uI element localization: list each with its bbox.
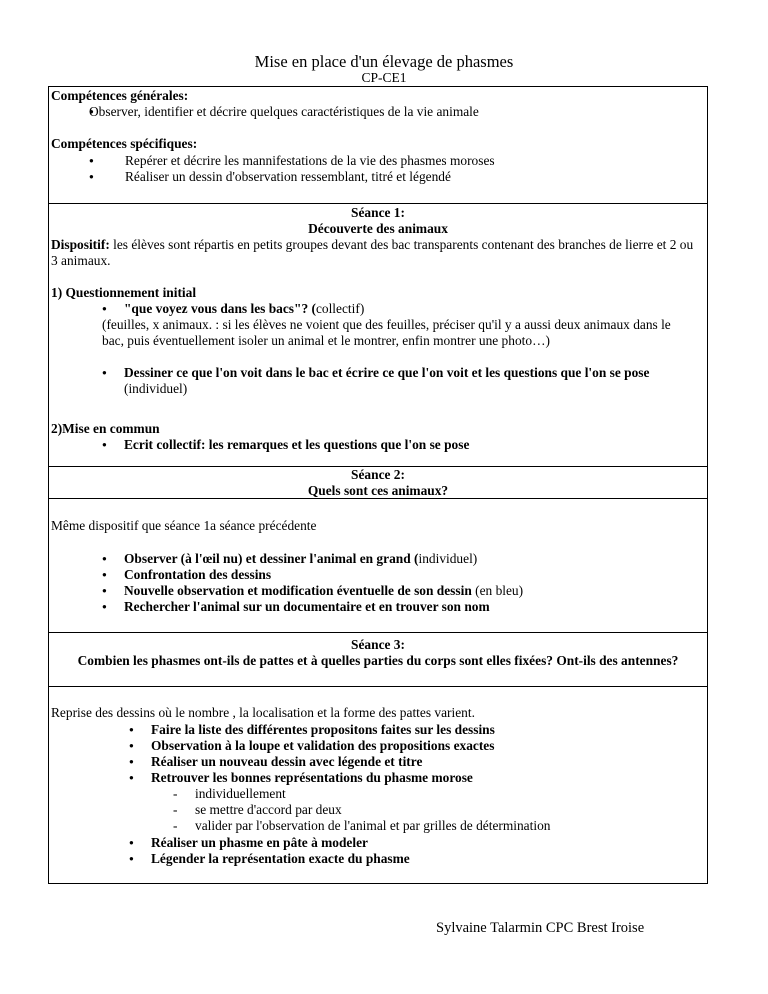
seance3-number: Séance 3:	[351, 637, 405, 652]
footer-author: Sylvaine Talarmin CPC Brest Iroise	[436, 920, 645, 936]
competences-section	[48, 86, 708, 203]
bullet-icon: ●	[102, 586, 107, 595]
bullet-icon: ●	[102, 570, 107, 579]
q1-bold: "que voyez vous dans les bacs"? (	[124, 301, 316, 316]
document-title: Mise en place d'un élevage de phasmes	[254, 52, 514, 71]
competences-specifiques-list	[89, 153, 699, 185]
seance3-title: Combien les phasmes ont-ils de pattes et à quelles parties du corps sont elles fixées? Ont-ils des antennes?	[77, 653, 679, 668]
seance1-q1-note: (feuilles, x animaux. : si les élèves ne voient que des feuilles, préciser qu'il y a aussi deux animaux dans le bac, puis éventuellement isoler un animal et le montrer, enfin montrer une photo…)	[102, 317, 671, 348]
competences-generales-title: Compétences générales:	[51, 88, 189, 103]
seance1-dispositif	[51, 237, 703, 269]
bullet-icon: ●	[129, 773, 134, 782]
seance3-list-b	[129, 835, 689, 867]
seance1-number: Séance 1:	[351, 205, 405, 220]
list-item	[195, 802, 695, 818]
q2-normal: (individuel)	[124, 381, 188, 396]
bullet-icon: ●	[102, 554, 107, 563]
sub-item-text: valider par l'observation de l'animal et par grilles de détermination	[195, 818, 551, 833]
list-item	[195, 786, 695, 802]
bullet-icon: ●	[89, 156, 94, 165]
competences-specifiques-title: Compétences spécifiques:	[51, 136, 198, 151]
list-item	[129, 851, 689, 867]
bullet-icon: ●	[102, 602, 107, 611]
bullet-icon: ●	[102, 440, 107, 449]
bullet-icon: ●	[129, 757, 134, 766]
item-text: Réaliser un nouveau dessin avec légende et titre	[151, 754, 423, 769]
list-item	[129, 722, 689, 738]
bullet-icon: ●	[129, 725, 134, 734]
item-text: Retrouver les bonnes représentations du phasme morose	[151, 770, 473, 785]
seance2-list	[102, 551, 702, 615]
item-bold: Nouvelle observation et modification éventuelle de son dessin	[124, 583, 472, 598]
seance2-title: Quels sont ces animaux?	[307, 483, 449, 498]
list-item	[89, 153, 699, 169]
q2-bold: Dessiner ce que l'on voit dans le bac et écrire ce que l'on voit et les questions que l'on se pose	[124, 365, 650, 380]
bullet-icon: ●	[129, 838, 134, 847]
list-item	[102, 583, 702, 599]
seance1-part1-title: 1) Questionnement initial	[51, 285, 197, 300]
bullet-icon: ●	[102, 304, 107, 313]
seance3-section	[48, 632, 708, 686]
bullet-item-text: Observer, identifier et décrire quelques caractéristiques de la vie animale	[89, 104, 479, 119]
seance3-sub-list	[195, 786, 695, 834]
list-item	[195, 818, 695, 834]
list-item	[129, 738, 689, 754]
item-text: Légender la représentation exacte du phasme	[151, 851, 410, 866]
item-normal: individuel)	[418, 551, 478, 566]
item-text: Réaliser un phasme en pâte à modeler	[151, 835, 368, 850]
list-item	[129, 754, 689, 770]
list-item	[89, 104, 699, 120]
seance2-intro: Même dispositif que séance 1a séance précédente	[51, 518, 317, 533]
dispositif-label: Dispositif:	[51, 237, 110, 252]
bullet-item-text: Repérer et décrire les mannifestations de la vie des phasmes moroses	[125, 153, 495, 168]
item-bold: Observer (à l'œil nu) et dessiner l'animal en grand (	[124, 551, 419, 566]
list-item	[102, 567, 702, 583]
q1-normal: collectif)	[315, 301, 365, 316]
bullet-icon: ●	[102, 368, 107, 377]
seance1-part2-title: 2)Mise en commun	[51, 421, 160, 436]
seance2-number: Séance 2:	[351, 467, 405, 482]
item-bold: Confrontation des dessins	[124, 567, 272, 582]
list-item	[129, 835, 689, 851]
seance3-intro: Reprise des dessins où le nombre , la localisation et la forme des pattes varient.	[51, 705, 475, 720]
competences-generales-list	[89, 104, 699, 120]
seance2-section	[48, 466, 708, 498]
part2-item-text: Ecrit collectif: les remarques et les questions que l'on se pose	[124, 437, 470, 452]
seance2-content	[48, 498, 708, 632]
bullet-icon: ●	[89, 172, 94, 181]
seance3-content	[48, 686, 708, 884]
list-item	[129, 770, 689, 786]
item-text: Observation à la loupe et validation des propositions exactes	[151, 738, 495, 753]
document-level: CP-CE1	[361, 70, 407, 85]
item-bold: Rechercher l'animal sur un documentaire et en trouver son nom	[124, 599, 490, 614]
bullet-icon: ●	[129, 854, 134, 863]
sub-item-text: se mettre d'accord par deux	[195, 802, 342, 817]
list-item	[89, 169, 699, 185]
dispositif-text: les élèves sont répartis en petits groupes devant des bac transparents contenant des branches de lierre et 2 ou 3 animaux.	[51, 237, 694, 268]
seance3-list-a	[129, 722, 689, 786]
list-item	[102, 551, 702, 567]
sub-item-text: individuellement	[195, 786, 286, 801]
seance1-title: Découverte des animaux	[308, 221, 448, 236]
bullet-item-text: Réaliser un dessin d'observation ressemblant, titré et légendé	[125, 169, 451, 184]
bullet-icon: ●	[129, 741, 134, 750]
item-text: Faire la liste des différentes propositons faites sur les dessins	[151, 722, 495, 737]
list-item	[102, 599, 702, 615]
seance1-section	[48, 203, 708, 466]
item-normal: (en bleu)	[471, 583, 524, 598]
